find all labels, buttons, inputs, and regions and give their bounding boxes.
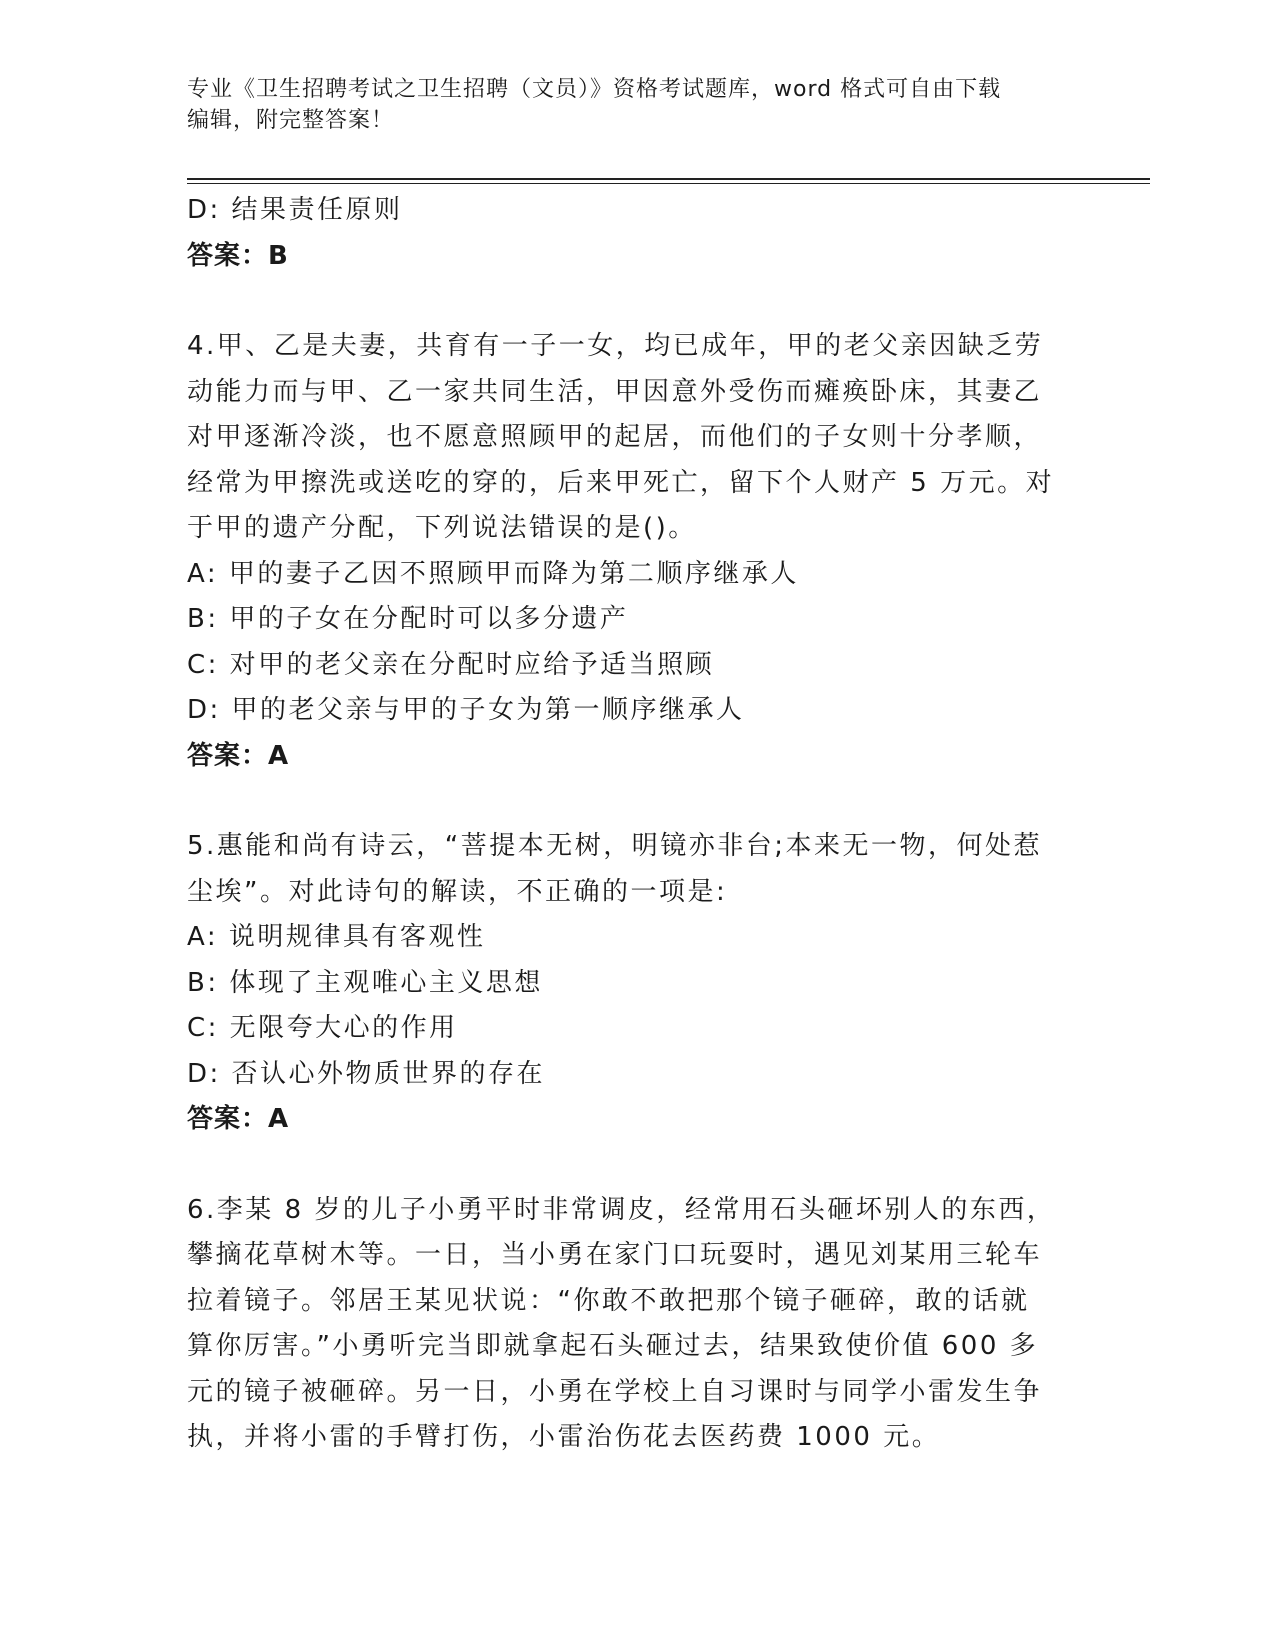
q3-answer: 答案：B	[187, 240, 289, 271]
question-content	[187, 188, 1067, 1461]
q6-stem-line: 执，并将小雷的手臂打伤，小雷治伤花去医药费 1000 元。	[187, 1422, 941, 1452]
q4-stem-line: 于甲的遗产分配，下列说法错误的是()。	[187, 513, 697, 543]
q4-stem-line: 对甲逐渐冷淡，也不愿意照顾甲的起居，而他们的子女则十分孝顺，	[187, 422, 1043, 452]
q4-option-d: D: 甲的老父亲与甲的子女为第一顺序继承人	[187, 695, 745, 725]
header-line-1: 专业《卫生招聘考试之卫生招聘（文员）》资格考试题库，word 格式可自由下载	[187, 77, 1002, 102]
header-line-2: 编辑，附完整答案！	[187, 108, 395, 133]
q4-answer: 答案：A	[187, 740, 290, 771]
question-5	[187, 824, 1067, 1143]
q4-stem-line: 动能力而与甲、乙一家共同生活，甲因意外受伤而瘫痪卧床，其妻乙	[187, 376, 1043, 407]
header-divider-thick	[187, 178, 1150, 180]
q4-option-b: B: 甲的子女在分配时可以多分遗产	[187, 604, 629, 634]
q6-stem-line: 6.李某 8 岁的儿子小勇平时非常调皮，经常用石头砸坏别人的东西，	[187, 1194, 1056, 1225]
q4-stem-line: 4.甲、乙是夫妻，共育有一子一女，均已成年，甲的老父亲因缺乏劳	[187, 331, 1044, 361]
q4-stem	[187, 324, 1067, 552]
q6-stem-line: 拉着镜子。邻居王某见状说：“你敢不敢把那个镜子砸碎，敢的话就	[187, 1285, 1030, 1316]
q5-answer: 答案：A	[187, 1104, 290, 1134]
q4-option-c: C: 对甲的老父亲在分配时应给予适当照顾	[187, 649, 715, 680]
q5-stem	[187, 824, 1067, 915]
q3-option-d: D: 结果责任原则	[187, 195, 403, 225]
q5-option-a: A: 说明规律具有客观性	[187, 922, 486, 952]
q6-stem-line: 算你厉害。”小勇听完当即就拿起石头砸过去，结果致使价值 600 多	[187, 1331, 1039, 1361]
q6-stem-line: 攀摘花草树木等。一日，当小勇在家门口玩耍时，遇见刘某用三轮车	[187, 1240, 1043, 1270]
q5-option-b: B: 体现了主观唯心主义思想	[187, 967, 543, 998]
q6-stem	[187, 1188, 1067, 1461]
q4-option-a: A: 甲的妻子乙因不照顾甲而降为第二顺序继承人	[187, 558, 799, 589]
q5-stem-line: 5.惠能和尚有诗云，“菩提本无树，明镜亦非台;本来无一物，何处惹	[187, 831, 1043, 861]
q6-stem-line: 元的镜子被砸碎。另一日，小勇在学校上自习课时与同学小雷发生争	[187, 1376, 1043, 1407]
q5-stem-line: 尘埃”。对此诗句的解读，不正确的一项是:	[187, 876, 728, 907]
question-6	[187, 1188, 1067, 1461]
q4-stem-line: 经常为甲擦洗或送吃的穿的，后来甲死亡，留下个人财产 5 万元。对	[187, 467, 1055, 498]
q5-option-c: C: 无限夸大心的作用	[187, 1013, 458, 1043]
page-header	[187, 74, 1067, 136]
question-4	[187, 324, 1067, 779]
q5-option-d: D: 否认心外物质世界的存在	[187, 1058, 546, 1089]
header-divider-thin	[187, 183, 1150, 184]
